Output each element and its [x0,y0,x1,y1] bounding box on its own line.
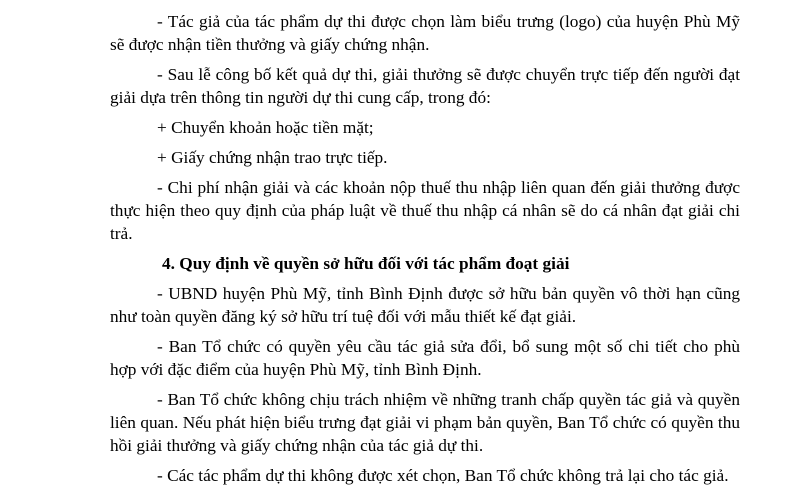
list-item-bank-transfer: + Chuyển khoản hoặc tiền mặt; [157,118,374,137]
paragraph-revision: - Ban Tổ chức có quyền yêu cầu tác giả sửa đổi, bổ sung một số chi tiết cho phù hợp với đặc điểm của huyện Phù Mỹ, tỉnh Bình Định. [110,337,740,379]
paragraph-not-returned: - Các tác phẩm dự thi không được xét chọn, Ban Tổ chức không trả lại cho tác giả. [157,466,729,485]
list-item-certificate: + Giấy chứng nhận trao trực tiếp. [157,148,388,167]
paragraph-tax: - Chi phí nhận giải và các khoản nộp thuế thu nhập liên quan đến giải thưởng được thực hiện theo quy định của pháp luật về thuế thu nhập cá nhân sẽ do cá nhân đạt giải chi trả. [110,178,740,243]
paragraph-prize-author: - Tác giả của tác phẩm dự thi được chọn làm biểu trưng (logo) của huyện Phù Mỹ sẽ được nhận tiền thưởng và giấy chứng nhận. [110,12,740,54]
paragraph-disputes: - Ban Tổ chức không chịu trách nhiệm về những tranh chấp quyền tác giả và quyền liên quan. Nếu phát hiện biểu trưng đạt giải vi phạm bản quyền, Ban Tổ chức có quyền thu hồi giải thưởng và giấy chứng nhận của tác giả dự thi. [110,390,740,455]
paragraph-ownership: - UBND huyện Phù Mỹ, tỉnh Bình Định được sở hữu bản quyền vô thời hạn cũng như toàn quyền đăng ký sở hữu trí tuệ đối với mẫu thiết kế đạt giải. [110,284,740,326]
paragraph-prize-transfer: - Sau lễ công bố kết quả dự thi, giải thưởng sẽ được chuyển trực tiếp đến người đạt giải dựa trên thông tin người dự thi cung cấp, trong đó: [110,65,740,107]
section-heading: 4. Quy định về quyền sở hữu đối với tác phẩm đoạt giải [162,254,570,273]
